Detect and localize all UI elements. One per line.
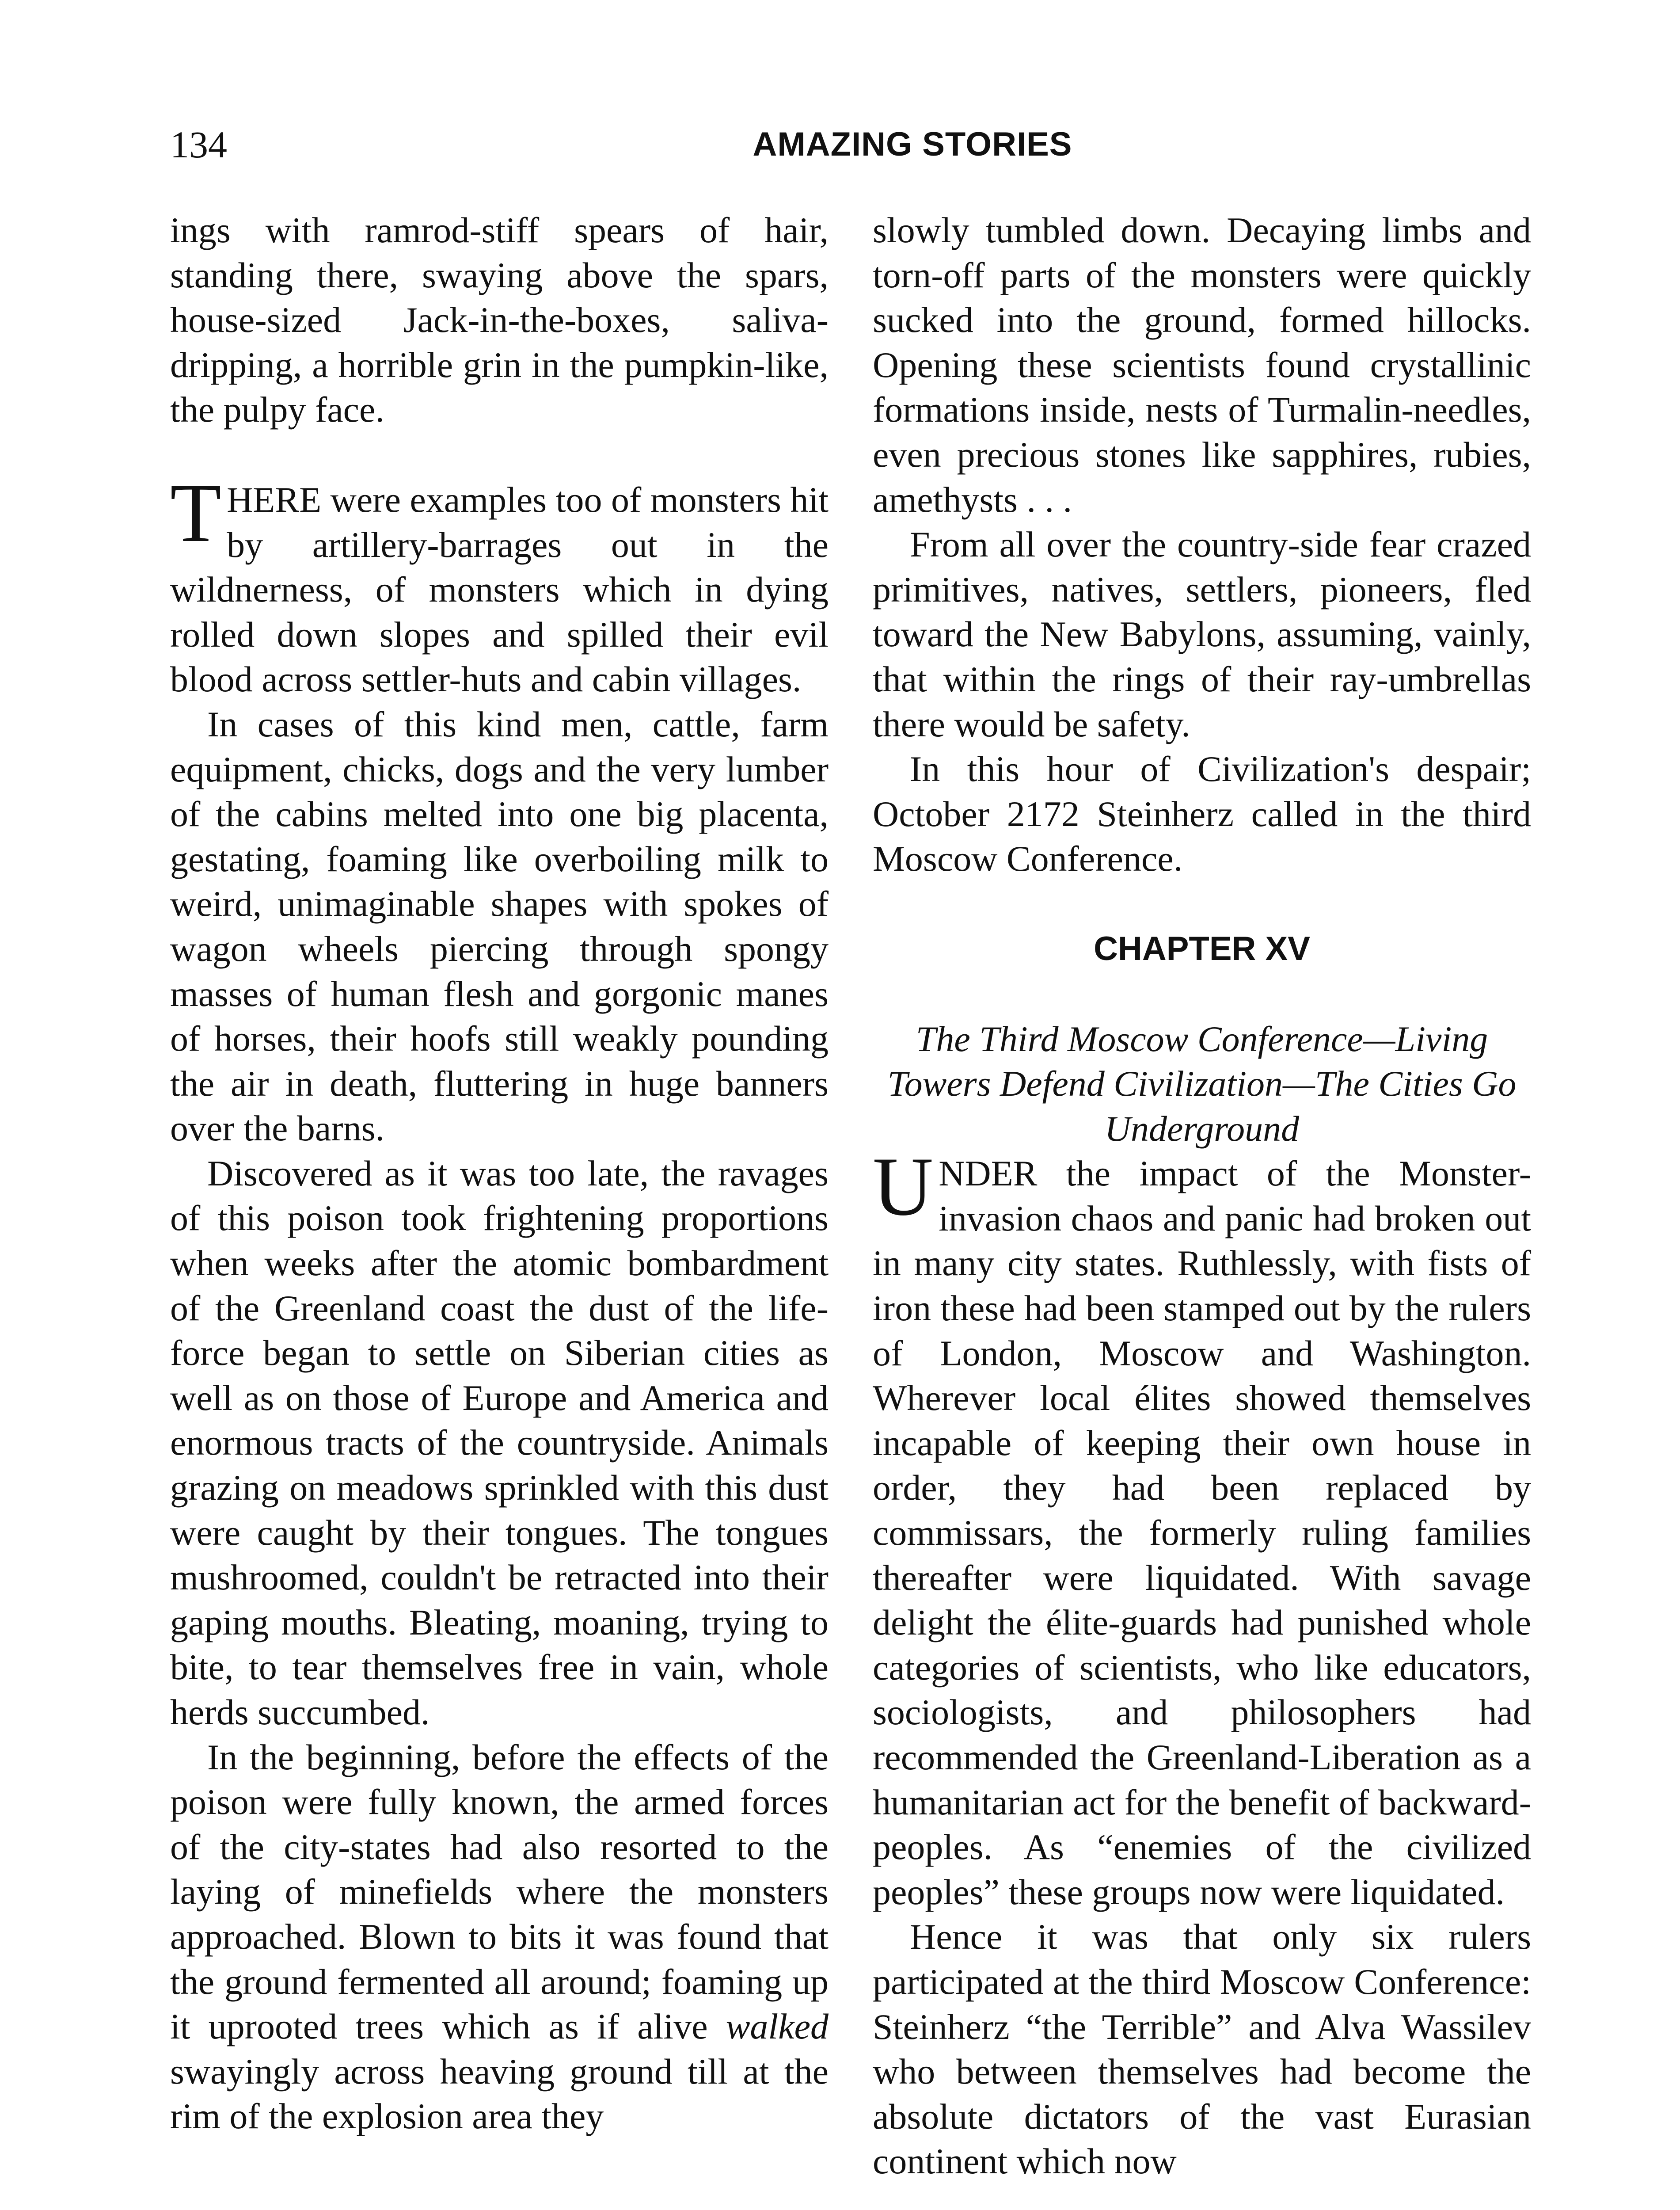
right-column <box>873 208 1531 2184</box>
paragraph-text: In the beginning, before the effects of the poison were fully known, the armed forces of the city-states had also resorted to the laying of minefields where the monsters approached. Blown to bits it was found that the ground fermented all around; foaming up it uprooted trees which as if alive <box>170 1737 829 2047</box>
magazine-title: AMAZING STORIES <box>753 126 1072 163</box>
paragraph: Hence it was that only six rulers participated at the third Moscow Conference: Steinherz “the Terrible” and Alva Wassilev who between themselves had become the absolute dictators of the vast Eurasian continent which now <box>873 1917 1531 2182</box>
chapter-heading: CHAPTER XV <box>1094 930 1310 968</box>
left-column <box>170 208 829 2139</box>
paragraph: Discovered as it was too late, the ravages of this poison took frightening proportions when weeks after the atomic bombardment of the Greenland coast the dust of the life-force began to settle on Siberian cities as well as on those of Europe and America and enormous tracts of the countryside. Animals grazing on meadows sprinkled with this dust were caught by their tongues. The tongues mushroomed, couldn't be retracted into their gaping mouths. Bleating, moaning, trying to bite, to tear themselves free in vain, whole herds succumbed. <box>170 1153 829 1732</box>
paragraph: In cases of this kind men, cattle, farm equipment, chicks, dogs and the very lumber of the cabins melted into one big placenta, gestating, foaming like overboiling milk to weird, unimaginable shapes with spokes of wagon wheels piercing through spongy masses of human flesh and gorgonic manes of horses, their hoofs still weakly pounding the air in death, fluttering in huge banners over the barns. <box>170 704 829 1149</box>
paragraph-with-dropcap <box>170 466 829 702</box>
drop-cap: U <box>873 1140 934 1234</box>
paragraph-text: HERE were examples too of monsters hit by artillery-barrages out in the wildnerness, of monsters which in dying rolled down slopes and spilled their evil blood across settler-huts and cabin villages. <box>170 479 829 700</box>
paragraph: In this hour of Civilization's despair; October 2172 Steinherz called in the third Moscow Conference. <box>873 749 1531 879</box>
chapter-subtitle: The Third Moscow Conference—Living Towers Defend Civilization—The Cities Go Underground <box>887 1018 1517 1149</box>
paragraph: slowly tumbled down. Decaying limbs and torn-off parts of the monsters were quickly sucked into the ground, formed hillocks. Opening these scientists found crystallinic formations inside, nests of Turmalin-needles, even precious stones like sapphires, rubies, amethysts . . . <box>873 210 1531 520</box>
paragraph-text: NDER the impact of the Monster-invasion chaos and panic had broken out in many city states. Ruthlessly, with fists of iron these had been stamped out by the rulers of London, Moscow and Washington. Wherever local élites showed themselves incapable of keeping their own house in order, they had been replaced by commissars, the formerly ruling families thereafter were liquidated. With savage delight the élite-guards had punished whole categories of scientists, who like educators, sociologists, and philosophers had recommended the Greenland-Liberation as a humanitarian act for the benefit of backward-peoples. As “enemies of the civilized peoples” these groups now were liquidated. <box>873 1153 1531 1912</box>
italic-word: walked <box>726 2006 829 2047</box>
paragraph: From all over the country-side fear crazed primitives, natives, settlers, pioneers, fled toward the New Babylons, assuming, vainly, that within the rings of their ray-umbrellas there would be safety. <box>873 524 1531 744</box>
paragraph-text: swayingly across heaving ground till at the rim of the explosion area they <box>170 2051 829 2137</box>
drop-cap: T <box>170 466 222 560</box>
paragraph-with-dropcap <box>873 1140 1531 1914</box>
running-head <box>170 120 1531 169</box>
page-number: 134 <box>170 123 227 166</box>
paragraph <box>170 1735 829 2139</box>
paragraph: ings with ramrod-stiff spears of hair, standing there, swaying above the spars, house-sized Jack-in-the-boxes, saliva-dripping, a horrible grin in the pumpkin-like, the pulpy face. <box>170 210 829 430</box>
